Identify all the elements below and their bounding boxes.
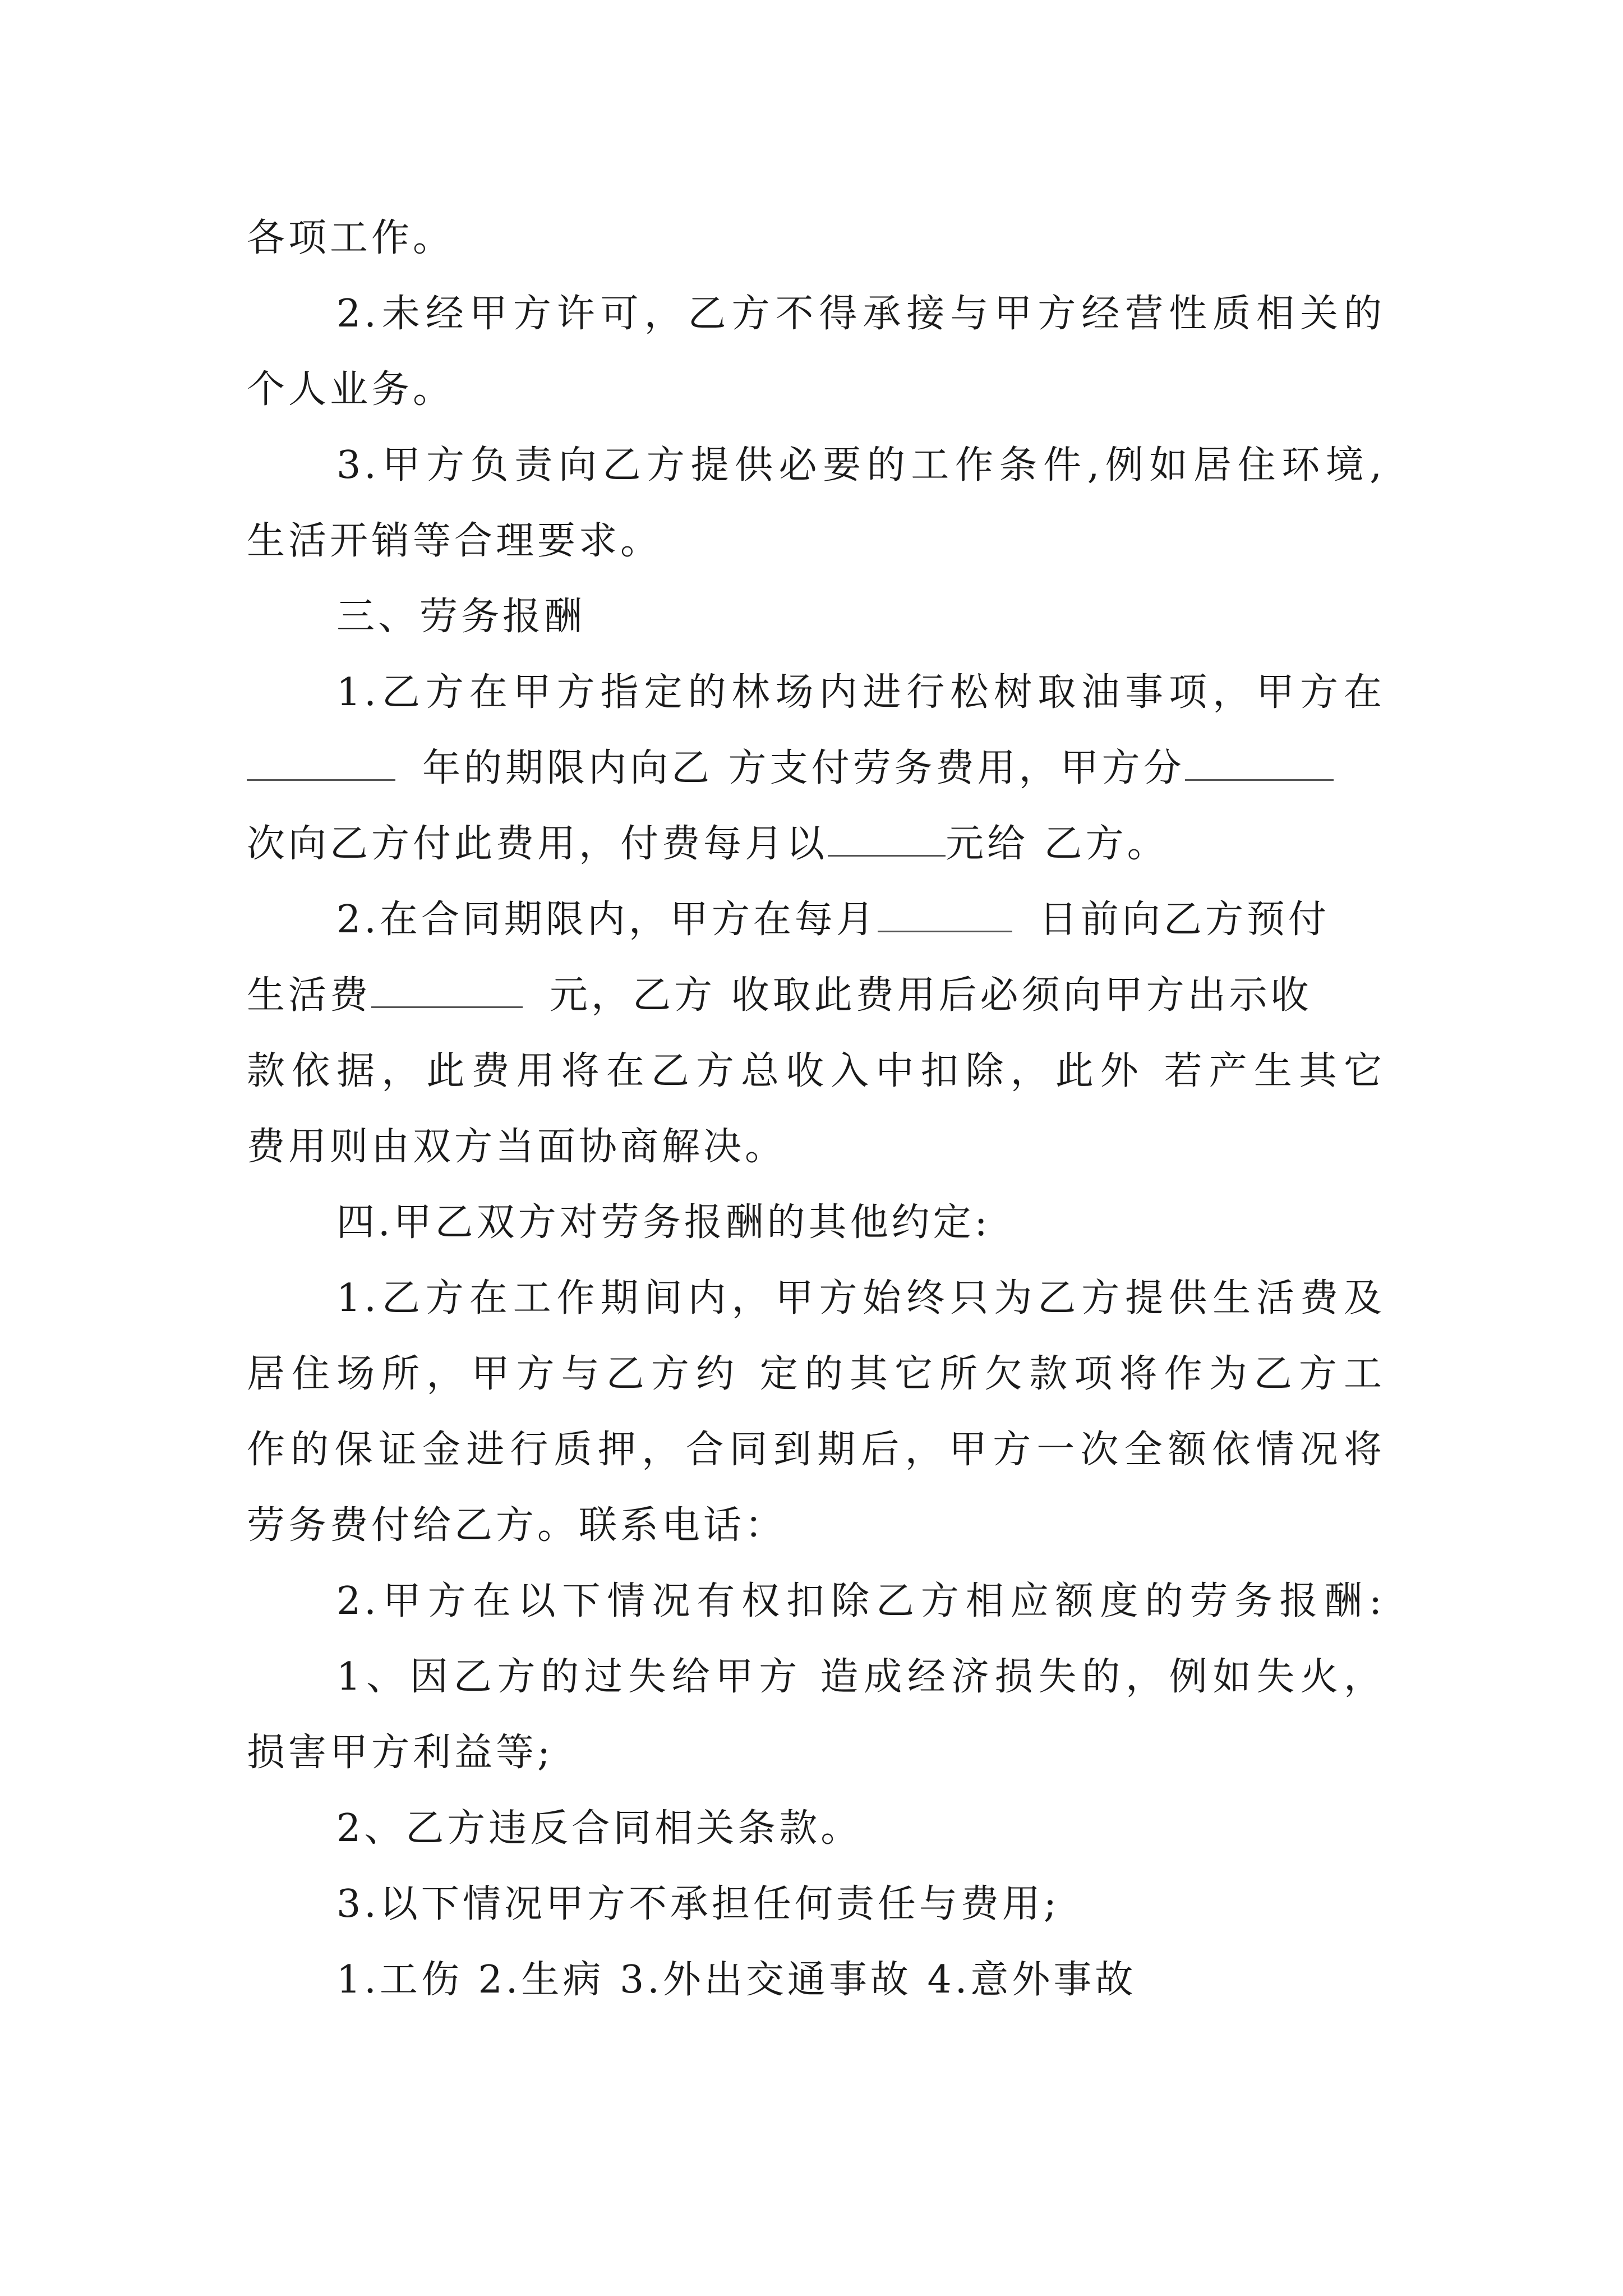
fill-blank — [1185, 746, 1334, 781]
text-segment: 年的期限内向乙 方支付劳务费用，甲方分 — [422, 746, 1185, 790]
text-line: 居住场所，甲方与乙方约 定的其它所欠款项将作为乙方工 — [247, 1352, 1385, 1396]
fill-blank — [828, 821, 946, 857]
text-line: 2.甲方在以下情况有权扣除乙方相应额度的劳务报酬: — [336, 1579, 1385, 1623]
text-line: 3.甲方负责向乙方提供必要的工作条件,例如居住环境, — [336, 443, 1385, 487]
text-line — [247, 738, 1334, 799]
text-line — [247, 813, 1169, 875]
text-segment: 次向乙方付此费用，付费每月以 — [247, 822, 828, 866]
text-segment: 日前向乙方预付 — [1039, 898, 1330, 942]
text-segment: 2.在合同期限内，甲方在每月 — [336, 898, 878, 942]
text-line — [336, 889, 1330, 951]
text-line: 个人业务。 — [247, 367, 455, 412]
section-heading: 四.甲乙双方对劳务报酬的其他约定: — [336, 1200, 991, 1245]
text-segment: 元给 乙方。 — [946, 822, 1169, 866]
text-line: 1.乙方在甲方指定的林场内进行松树取油事项，甲方在 — [336, 670, 1385, 715]
text-line: 劳务费付给乙方。联系电话： — [247, 1503, 787, 1548]
text-line: 生活开销等合理要求。 — [247, 519, 662, 563]
text-line: 1、因乙方的过失给甲方 造成经济损失的，例如失火， — [336, 1655, 1385, 1699]
fill-blank — [371, 973, 523, 1008]
text-line: 损害甲方利益等; — [247, 1731, 554, 1775]
text-segment: 生活费 — [247, 973, 372, 1018]
text-line: 款依据，此费用将在乙方总收入中扣除，此外 若产生其它 — [247, 1049, 1385, 1093]
fill-blank — [878, 897, 1012, 932]
text-line: 2.未经甲方许可，乙方不得承接与甲方经营性质相关的 — [336, 292, 1385, 336]
text-line: 1.工伤 2.生病 3.外出交通事故 4.意外事故 — [336, 1958, 1137, 2002]
text-line: 费用则由双方当面协商解决。 — [247, 1125, 787, 1169]
text-line: 作的保证金进行质押，合同到期后，甲方一次全额依情况将 — [247, 1428, 1385, 1472]
text-line — [247, 965, 1312, 1027]
text-line: 3.以下情况甲方不承担任何责任与费用; — [336, 1882, 1060, 1926]
text-line: 各项工作。 — [247, 216, 455, 260]
text-segment: 元，乙方 收取此费用后必须向甲方出示收 — [550, 973, 1312, 1018]
text-line: 2、乙方违反合同相关条款。 — [336, 1806, 863, 1851]
section-heading: 三、劳务报酬 — [336, 595, 586, 639]
text-line: 1.乙方在工作期间内，甲方始终只为乙方提供生活费及 — [336, 1276, 1385, 1320]
fill-blank — [247, 746, 395, 781]
